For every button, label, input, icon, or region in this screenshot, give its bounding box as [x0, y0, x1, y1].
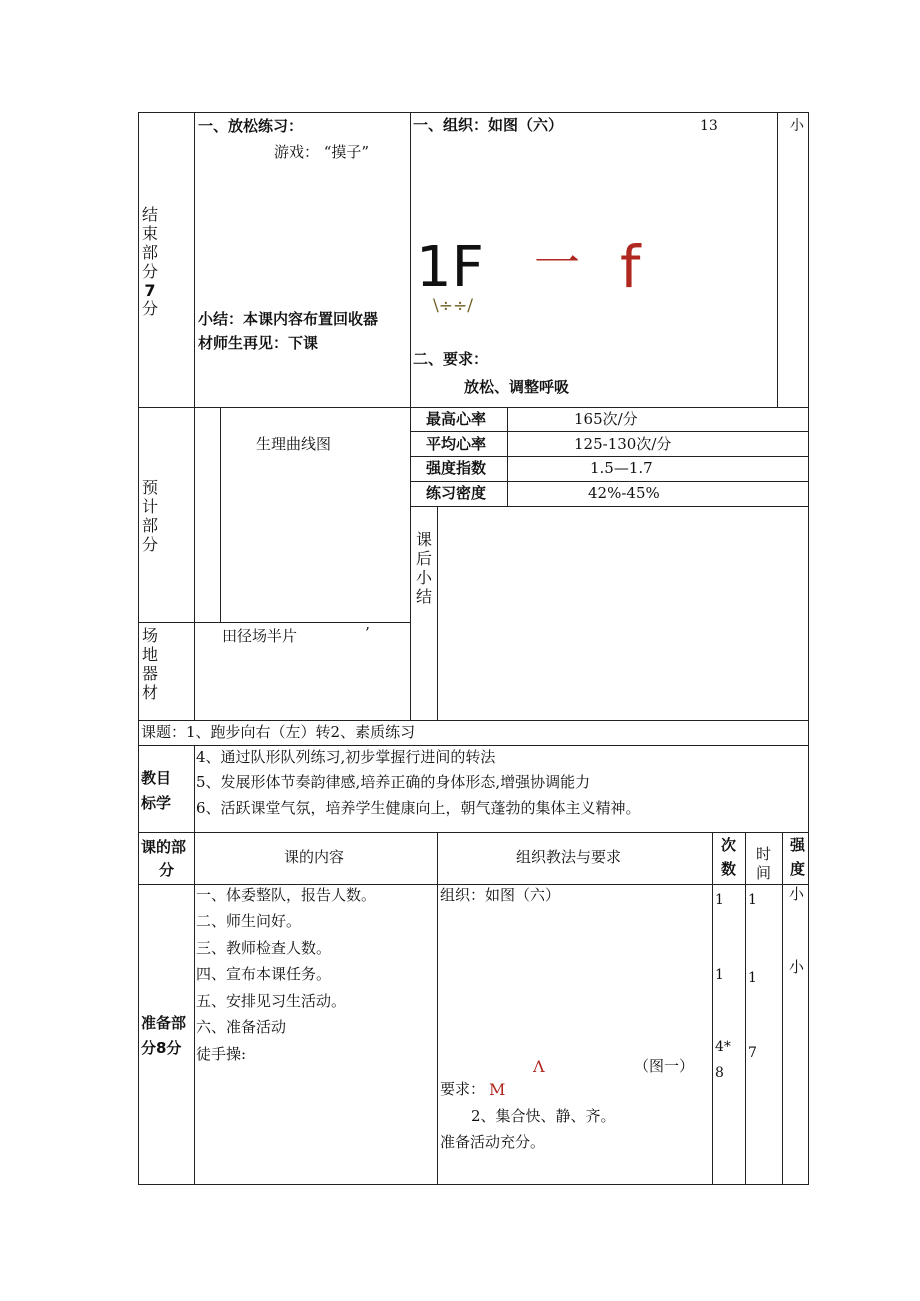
strength-value: 小: [789, 958, 805, 976]
venue-value: 田径场半片: [222, 627, 298, 645]
goal-item: 6、活跃课堂气氛，培养学生健康向上，朝气蓬勃的集体主义精神。: [196, 799, 641, 817]
req-heading: 二、要求：: [413, 350, 489, 368]
list-item: 六、准备活动: [196, 1018, 287, 1036]
prep-req-item: 2、集合快、静、齐。: [471, 1107, 616, 1125]
count-value: 1: [715, 892, 724, 908]
label-char: 分: [141, 535, 158, 554]
count-value: 13: [700, 118, 718, 134]
game-line: 游戏： “摸子”: [274, 143, 370, 161]
label-char: 束: [141, 224, 158, 243]
duration-value: 1: [748, 970, 757, 986]
header-content: 课的内容: [284, 848, 345, 866]
figure-1f: 1F: [416, 235, 484, 300]
header-times-1: 次: [721, 836, 737, 854]
figure-sub: \÷÷/: [433, 296, 473, 316]
header-part-1: 课的部: [141, 838, 187, 856]
duration-value: 7: [748, 1045, 757, 1061]
goals-label-2: 标学: [141, 794, 172, 812]
venue-mark: ’: [365, 624, 370, 642]
topic-line: 课题：1、跑步向右（左）转2、素质练习: [141, 723, 416, 741]
prep-lambda: Λ: [533, 1057, 545, 1076]
label-char: 计: [141, 497, 158, 516]
org-heading: 一、组织：如图（六）: [413, 116, 564, 134]
list-item: 五、安排见习生活动。: [196, 992, 347, 1010]
label-char: 器: [141, 664, 158, 683]
label-char: 分: [141, 262, 158, 281]
label-char: 材: [141, 683, 158, 702]
goals-label-1: 教目: [141, 769, 172, 787]
prep-label-2: 分8分: [141, 1039, 182, 1057]
header-duration-1: 时: [756, 845, 772, 863]
metric-value: 165次/分: [574, 410, 638, 428]
label-char: 7: [144, 281, 156, 300]
header-duration-2: 间: [756, 864, 772, 882]
metric-label: 练习密度: [426, 484, 487, 502]
count-value: 4*: [715, 1039, 731, 1055]
relax-heading: 一、放松练习：: [198, 117, 304, 135]
goal-item: 4、通过队形队列练习,初步掌握行进间的转法: [196, 748, 496, 766]
count-value: 1: [715, 967, 724, 983]
label-char: 结: [141, 205, 158, 224]
label-char: 预: [141, 478, 158, 497]
label-char: 后: [415, 549, 432, 568]
list-item: 四、宣布本课任务。: [196, 965, 332, 983]
label-char: 小: [415, 568, 432, 587]
metric-label: 最高心率: [426, 410, 487, 428]
header-strength-1: 强: [790, 836, 806, 854]
goal-item: 5、发展形体节奏韵律感,培养正确的身体形态,增强协调能力: [196, 773, 591, 791]
label-char: 结: [415, 587, 432, 606]
label-char: 分: [141, 299, 158, 318]
list-item: 徒手操:: [196, 1045, 247, 1063]
intensity-value: 小: [790, 118, 804, 134]
summary-line-1: 小结：本课内容布置回收器: [198, 310, 379, 328]
header-part-2: 分: [159, 861, 175, 879]
metric-label: 平均心率: [426, 435, 487, 453]
req-text: 放松、调整呼吸: [464, 378, 570, 396]
list-item: 一、体委整队，报告人数。: [196, 886, 377, 904]
prep-req-label: 要求：: [440, 1080, 486, 1098]
metric-value: 1.5—1.7: [590, 459, 653, 477]
prep-req-item: 准备活动充分。: [440, 1133, 546, 1151]
list-item: 三、教师检查人数。: [196, 939, 332, 957]
prep-label-1: 准备部: [141, 1014, 187, 1032]
header-method: 组织教法与要求: [516, 848, 622, 866]
metric-value: 42%-45%: [588, 484, 660, 502]
header-strength-2: 度: [790, 860, 806, 878]
prep-fig-label: （图一）: [634, 1057, 695, 1075]
metric-label: 强度指数: [426, 459, 487, 477]
list-item: 二、师生问好。: [196, 912, 302, 930]
duration-value: 1: [748, 892, 757, 908]
label-char: 地: [141, 645, 158, 664]
label-char: 场: [141, 626, 158, 645]
curve-label: 生理曲线图: [256, 435, 332, 453]
count-value: 8: [715, 1065, 724, 1081]
figure-dash: 一: [534, 236, 580, 290]
summary-line-2: 材师生再见：下课: [198, 334, 319, 352]
prep-org: 组织：如图（六）: [440, 886, 561, 904]
metric-value: 125-130次/分: [574, 435, 672, 453]
label-char: 课: [415, 530, 432, 549]
strength-value: 小: [789, 885, 805, 903]
label-char: 部: [141, 516, 158, 535]
header-times-2: 数: [721, 860, 737, 878]
prep-req-m: M: [489, 1080, 506, 1099]
figure-f: f: [620, 233, 641, 301]
label-char: 部: [141, 243, 158, 262]
